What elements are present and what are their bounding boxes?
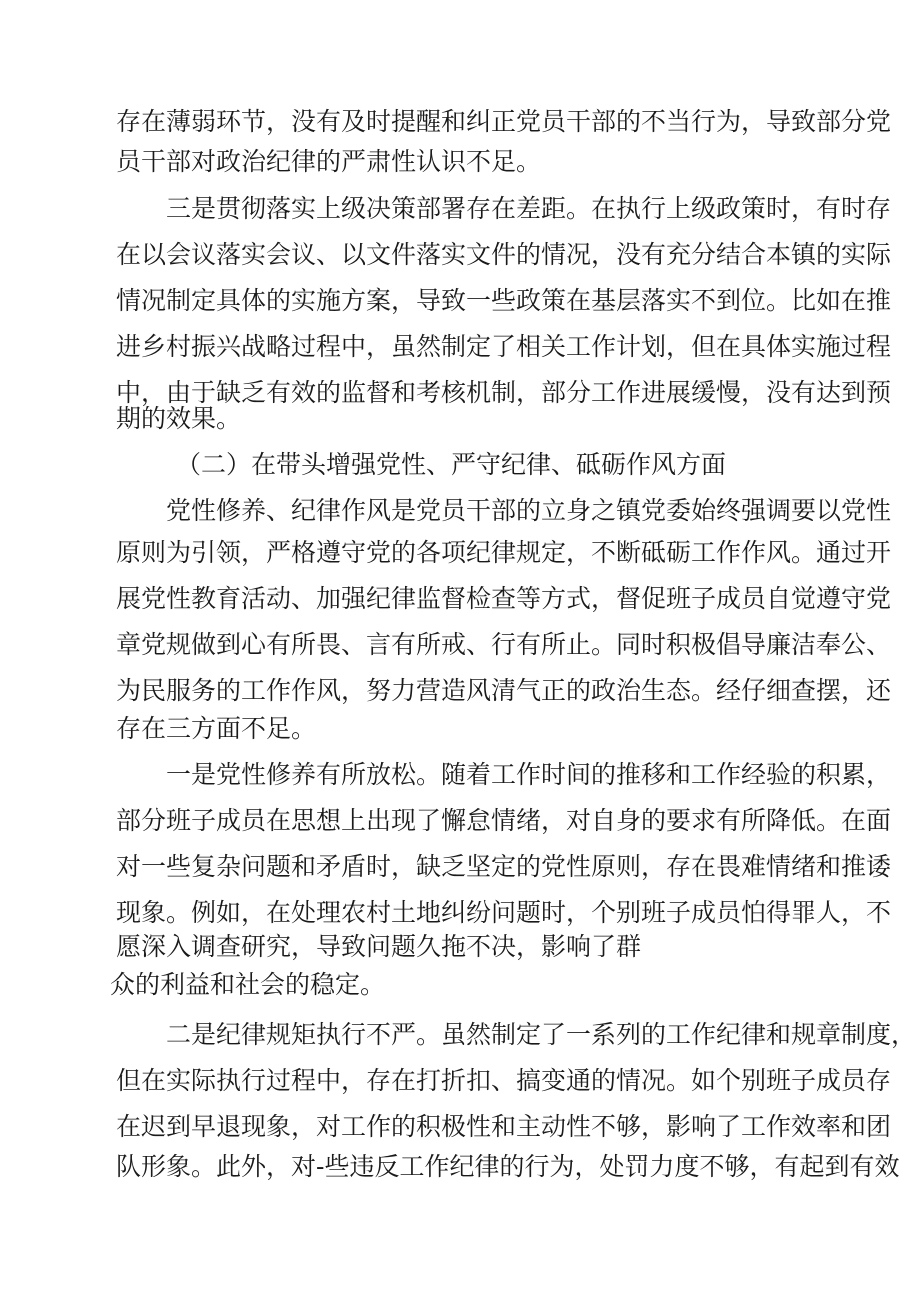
text-line: 进乡村振兴战略过程中，虽然制定了相关工作计划，但在具体实施过程 [116,332,892,361]
text-line: 原则为引领，严格遵守党的各项纪律规定，不断砥砺工作作风。通过开 [116,538,892,567]
text-line: 存在三方面不足。 [116,714,317,743]
text-line: 众的利益和社会的稳定。 [110,970,386,999]
paragraph-start-line: 一是党性修养有所放松。随着工作时间的推移和工作经验的积累， [166,760,892,789]
text-line: 现象。例如，在处理农村土地纠纷问题时，个别班子成员怕得罪人，不 [116,898,892,927]
text-line: 对一些复杂问题和矛盾时，缺乏坚定的党性原则，存在畏难情绪和推诿 [116,852,892,881]
paragraph-start-line: 二是纪律规矩执行不严。虽然制定了一系列的工作纪律和规章制度， [166,1020,917,1049]
text-line: 存在薄弱环节，没有及时提醒和纠正党员干部的不当行为，导致部分党 [116,107,892,136]
text-line: 部分班子成员在思想上出现了懈怠情绪，对自身的要求有所降低。在面 [116,806,892,835]
section-heading: （二）在带头增强党性、严守纪律、砥砺作风方面 [176,450,727,479]
text-line: 中，由于缺乏有效的监督和考核机制，部分工作进展缓慢，没有达到预 [116,378,892,407]
text-line: 员干部对政治纪律的严肃性认识不足。 [116,147,542,176]
text-line: 期的效果。 [116,404,242,433]
text-line: 愿深入调查研究，导致问题久拖不决，影响了群 [116,932,642,961]
text-line: 情况制定具体的实施方案，导致一些政策在基层落实不到位。比如在推 [116,286,892,315]
text-line: 章党规做到心有所畏、言有所戒、行有所止。同时积极倡导廉洁奉公、 [116,630,892,659]
text-line: 为民服务的工作作风，努力营造风清气正的政治生态。经仔细查摆，还 [116,676,892,705]
text-line: 在迟到早退现象，对工作的积极性和主动性不够，影响了工作效率和团 [116,1112,892,1141]
text-line: 在以会议落实会议、以文件落实文件的情况，没有充分结合本镇的实际 [116,240,892,269]
paragraph-start-line: 党性修养、纪律作风是党员干部的立身之镇党委始终强调要以党性 [166,496,892,525]
paragraph-start-line: 三是贯彻落实上级决策部署存在差距。在执行上级政策时，有时存 [166,194,892,223]
text-line: 但在实际执行过程中，存在打折扣、搞变通的情况。如个别班子成员存 [116,1066,892,1095]
text-line: 队形象。此外，对-些违反工作纪律的行为，处罚力度不够，有起到有效 [116,1152,900,1181]
text-line: 展党性教育活动、加强纪律监督检查等方式，督促班子成员自觉遵守党 [116,584,892,613]
